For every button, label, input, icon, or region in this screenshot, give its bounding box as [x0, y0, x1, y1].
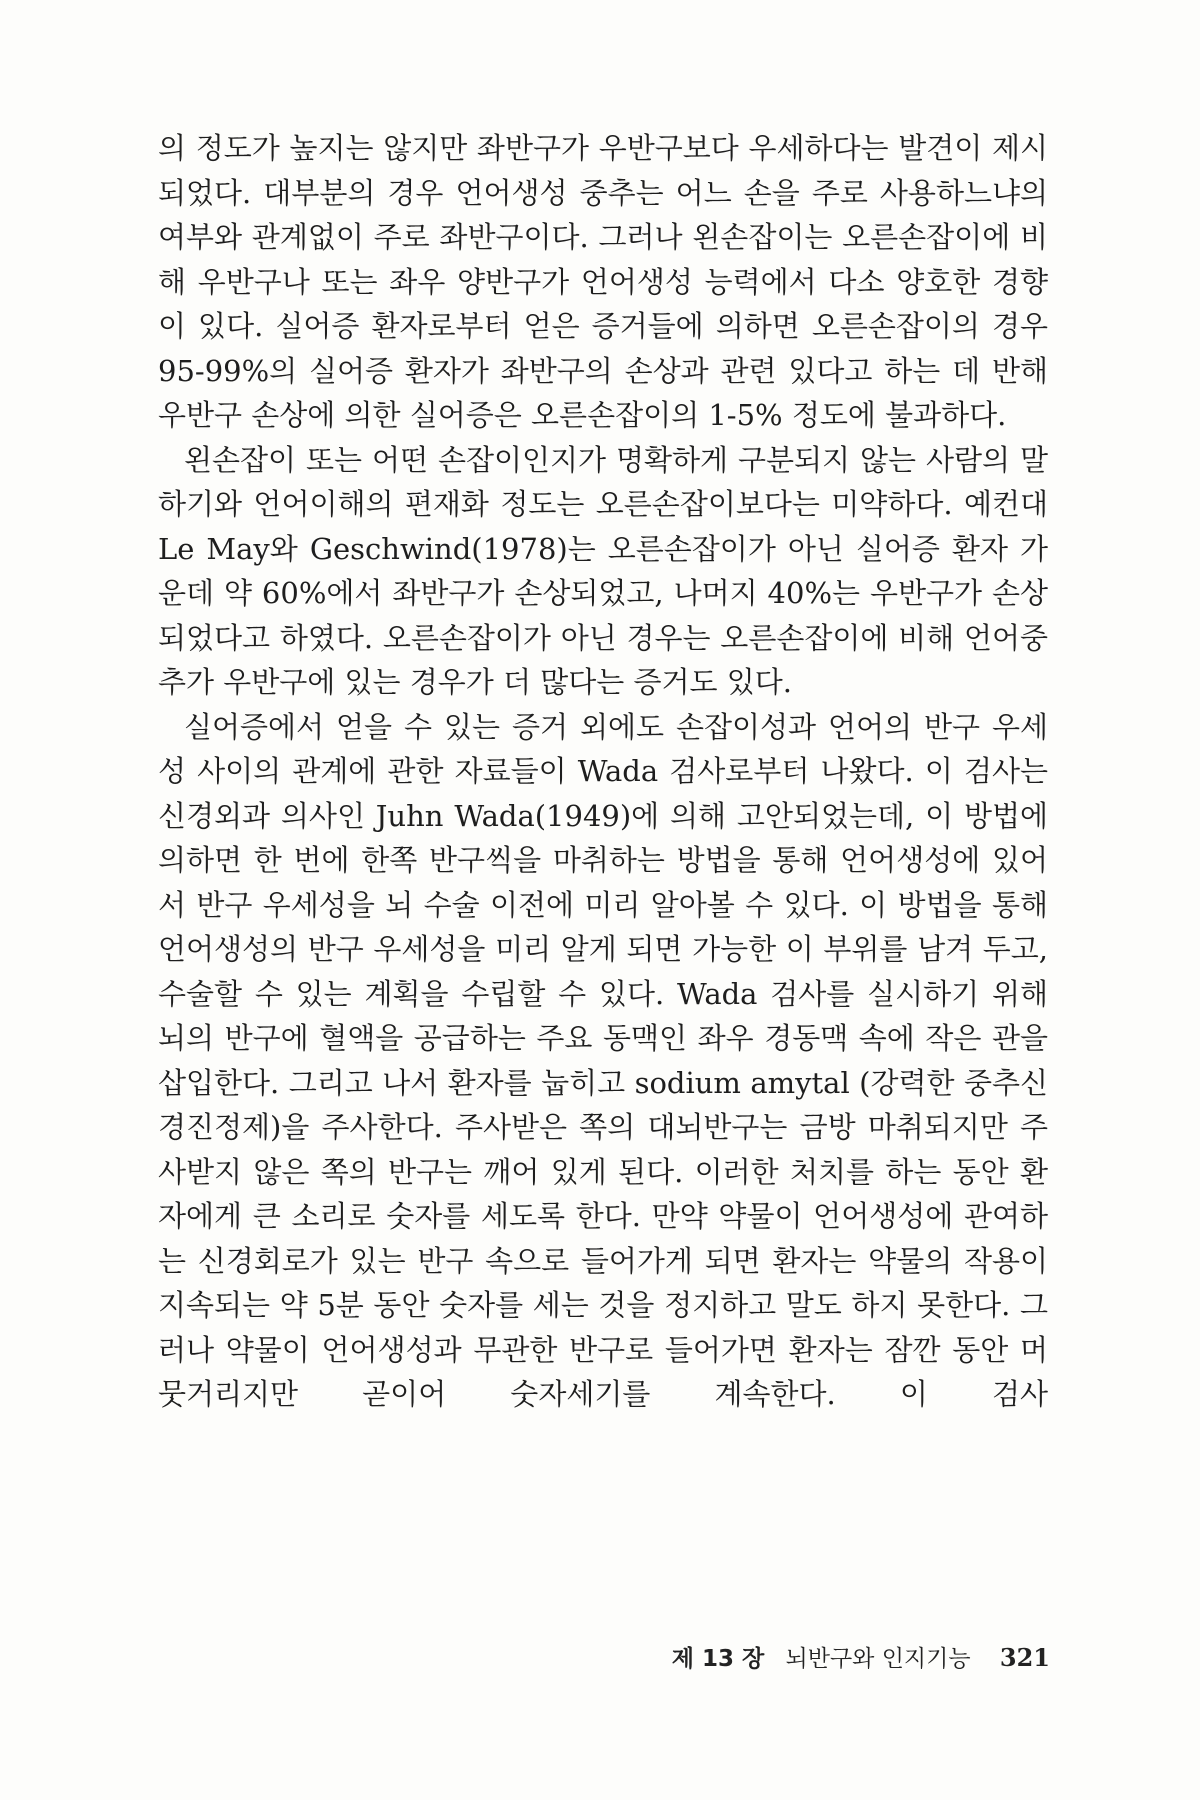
paragraph-1: 의 정도가 높지는 않지만 좌반구가 우반구보다 우세하다는 발견이 제시되었다. 대부분의 경우 언어생성 중추는 어느 손을 주로 사용하느냐의 여부와 관계없이 주로 좌반구이다. 그러나 왼손잡이는 오른손잡이에 비해 우반구나 또는 좌우 양반구가 언어생성 능력에서 다소 양호한 경향이 있다. 실어증 환자로부터 얻은 증거들에 의하면 오른손잡이의 경우 95-99%의 실어증 환자가 좌반구의 손상과 관련 있다고 하는 데 반해 우반구 손상에 의한 실어증은 오른손잡이의 1-5% 정도에 불과하다.: [158, 131, 1048, 432]
body-text: [158, 126, 1048, 1417]
chapter-label: 제 13 장: [671, 1646, 765, 1672]
paragraph-3: 실어증에서 얻을 수 있는 증거 외에도 손잡이성과 언어의 반구 우세성 사이의 관계에 관한 자료들이 Wada 검사로부터 나왔다. 이 검사는 신경외과 의사인 Juhn Wada(1949)에 의해 고안되었는데, 이 방법에 의하면 한 번에 한쪽 반구씩을 마취하는 방법을 통해 언어생성에 있어서 반구 우세성을 뇌 수술 이전에 미리 알아볼 수 있다. 이 방법을 통해 언어생성의 반구 우세성을 미리 알게 되면 가능한 이 부위를 남겨 두고, 수술할 수 있는 계획을 수립할 수 있다. Wada 검사를 실시하기 위해 뇌의 반구에 혈액을 공급하는 주요 동맥인 좌우 경동맥 속에 작은 관을 삽입한다. 그리고 나서 환자를 눕히고 sodium amytal (강력한 중추신경진정제)을 주사한다. 주사받은 쪽의 대뇌반구는 금방 마취되지만 주사받지 않은 쪽의 반구는 깨어 있게 된다. 이러한 처치를 하는 동안 환자에게 큰 소리로 숫자를 세도록 한다. 만약 약물이 언어생성에 관여하는 신경회로가 있는 반구 속으로 들어가게 되면 환자는 약물의 작용이 지속되는 약 5분 동안 숫자를 세는 것을 정지하고 말도 하지 못한다. 그러나 약물이 언어생성과 무관한 반구로 들어가면 환자는 잠깐 동안 머뭇거리지만 곧이어 숫자세기를 계속한다. 이 검사: [158, 709, 1048, 1411]
chapter-title: 뇌반구와 인지기능: [785, 1646, 971, 1672]
page-number: 321: [999, 1643, 1050, 1672]
page-footer: [672, 1640, 1050, 1673]
paragraph-2: 왼손잡이 또는 어떤 손잡이인지가 명확하게 구분되지 않는 사람의 말하기와 언어이해의 편재화 정도는 오른손잡이보다는 미약하다. 예컨대 Le May와 Geschwind(1978)는 오른손잡이가 아닌 실어증 환자 가운데 약 60%에서 좌반구가 손상되었고, 나머지 40%는 우반구가 손상되었다고 하였다. 오른손잡이가 아닌 경우는 오른손잡이에 비해 언어중추가 우반구에 있는 경우가 더 많다는 증거도 있다.: [158, 442, 1048, 699]
